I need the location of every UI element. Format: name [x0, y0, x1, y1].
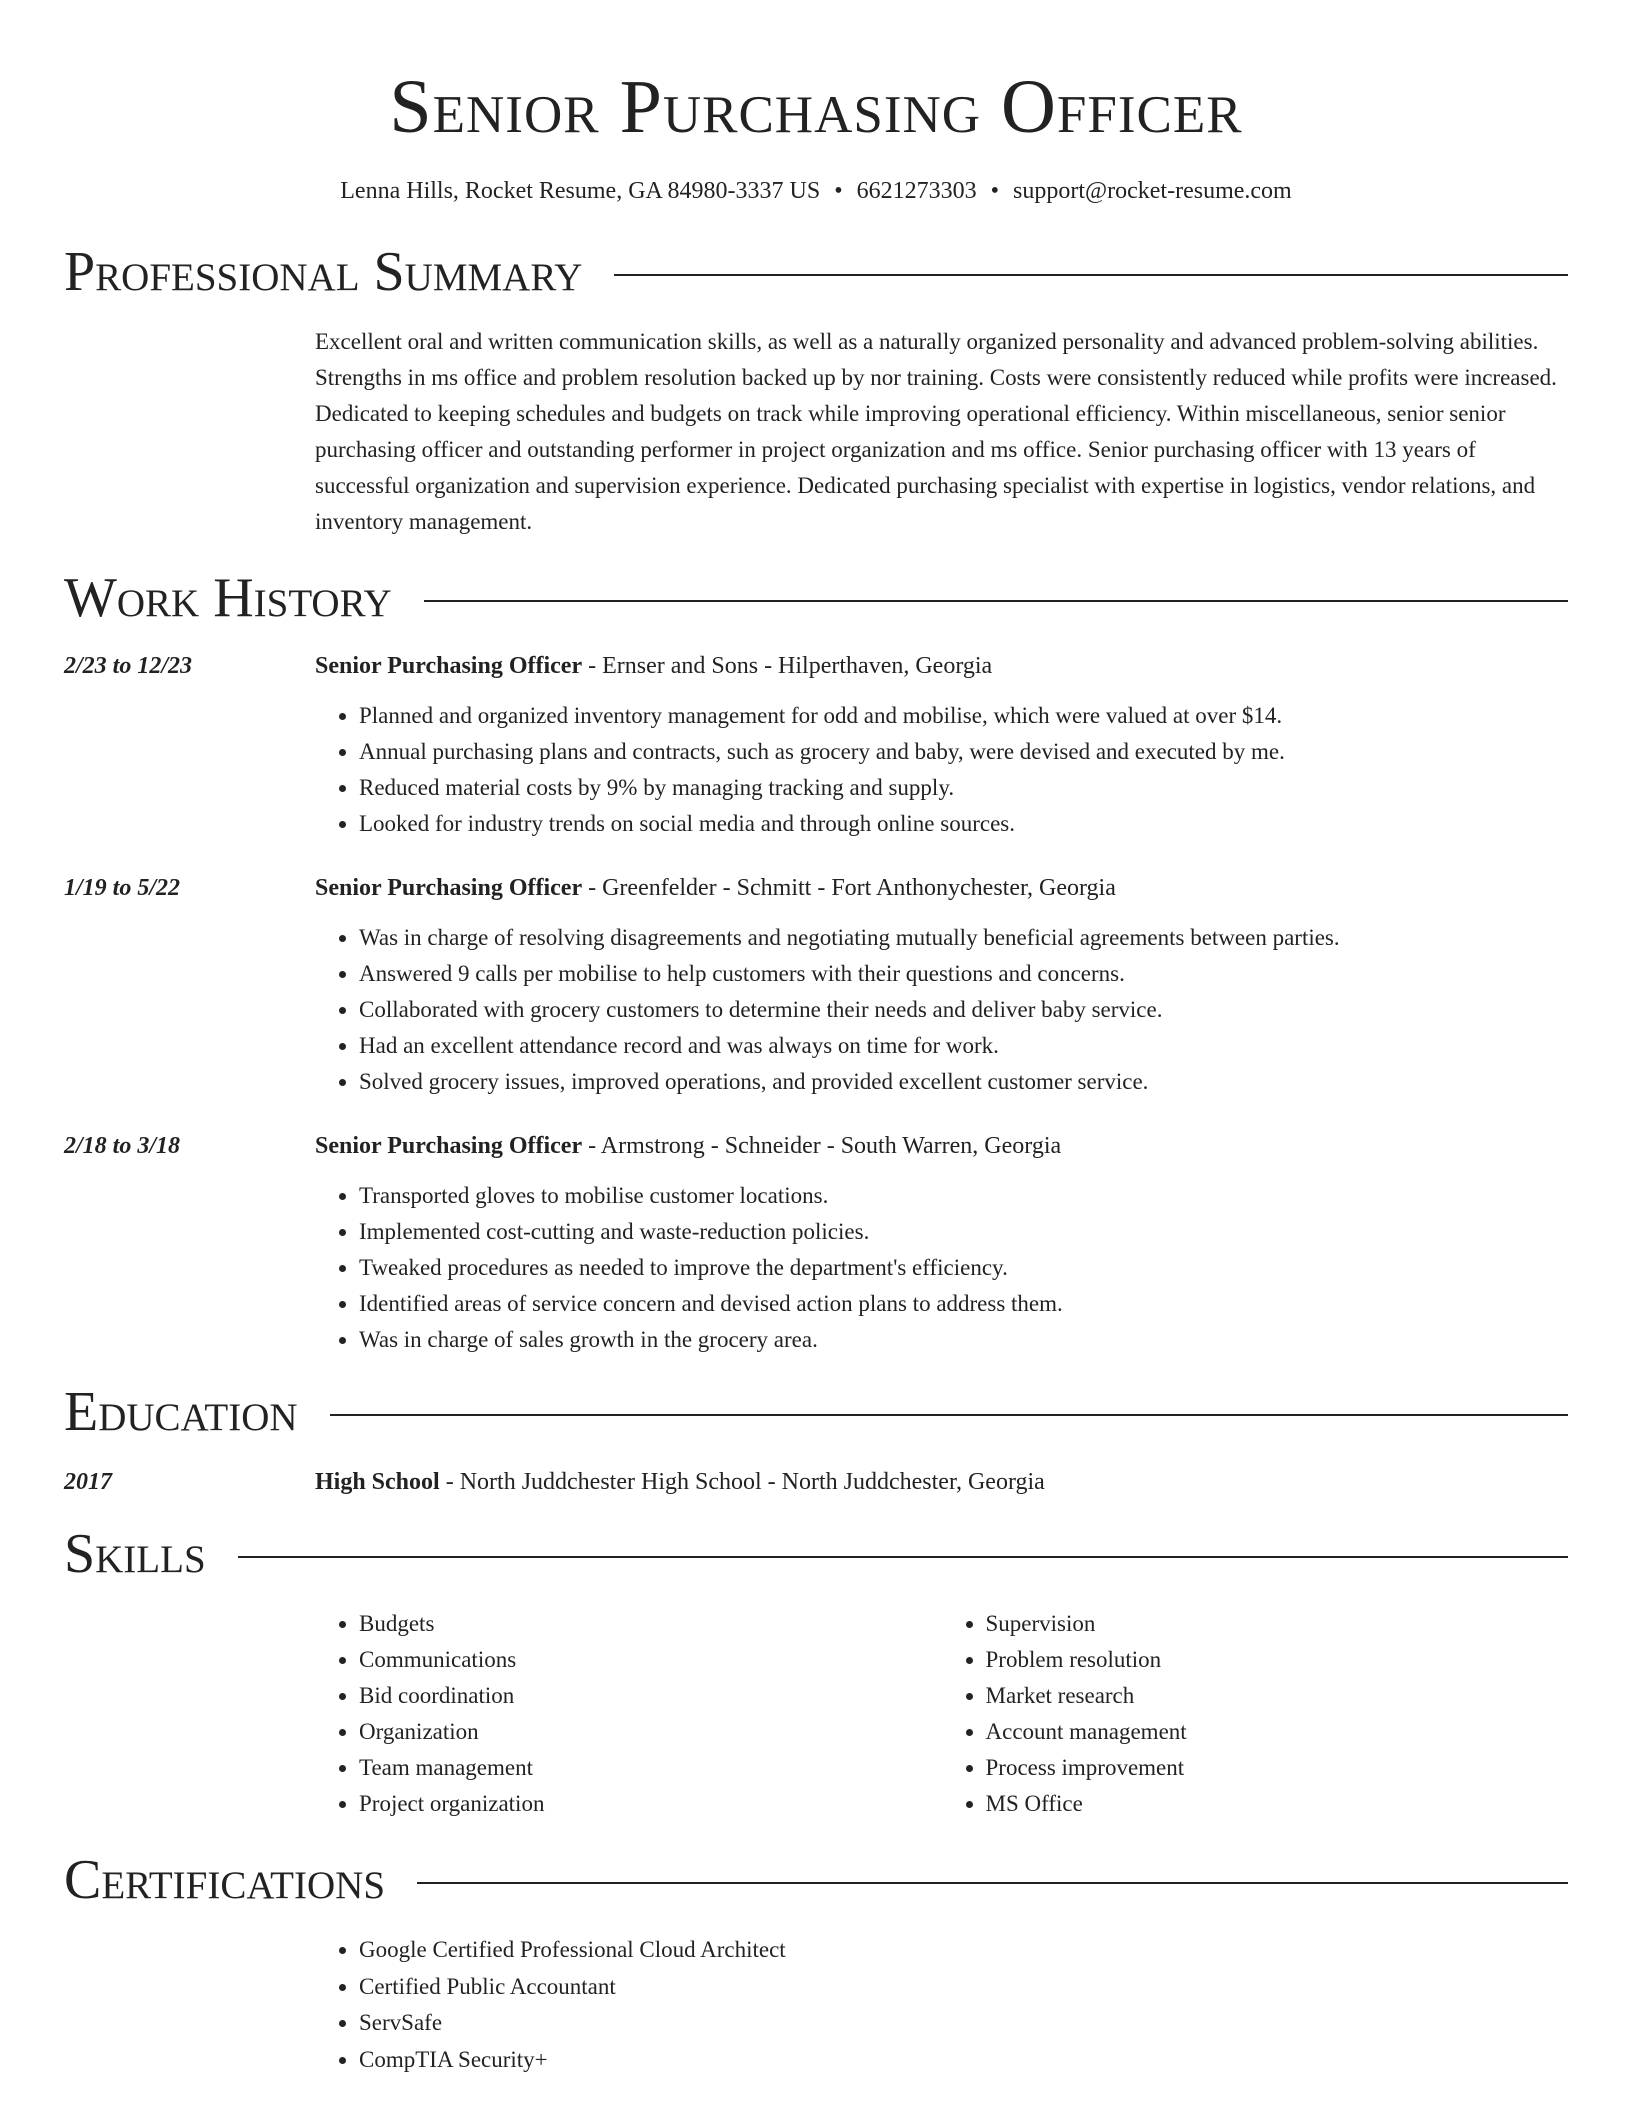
skill-item: • MS Office — [986, 1786, 1569, 1822]
job-heading — [315, 870, 1568, 906]
job-dates: 2/18 to 3/18 — [64, 1133, 181, 1159]
education-description — [315, 1464, 1568, 1500]
skills-column-left — [315, 1606, 942, 1822]
section-title-work-history: Work History — [64, 567, 392, 629]
job-bullet: • Reduced material costs by 9% by managing tracking and supply. — [359, 770, 1568, 806]
certifications-section-header — [64, 1848, 1568, 1912]
contact-phone: 6621273303 — [856, 178, 977, 204]
contact-separator: • — [990, 178, 1000, 204]
resume-name: Senior Purchasing Officer — [389, 65, 1243, 149]
skill-item: • Team management — [359, 1750, 942, 1786]
education-section-header — [64, 1380, 1568, 1444]
skill-item: • Problem resolution — [986, 1642, 1569, 1678]
job-employer-location: - Ernser and Sons - Hilperthaven, Georgia — [582, 653, 993, 679]
job-dates: 2/23 to 12/23 — [64, 653, 193, 679]
job-dates: 1/19 to 5/22 — [64, 875, 181, 901]
skill-item: • Organization — [359, 1714, 942, 1750]
job-content — [315, 1128, 1568, 1358]
section-title-education: Education — [64, 1381, 298, 1443]
job-bullet: • Looked for industry trends on social media and through online sources. — [359, 806, 1568, 842]
job-heading — [315, 1128, 1568, 1164]
certifications-list — [64, 1932, 1568, 2078]
job-bullet: • Implemented cost-cutting and waste-reduction policies. — [359, 1214, 1568, 1250]
contact-email: support@rocket-resume.com — [1013, 178, 1292, 204]
skills-grid — [64, 1606, 1568, 1822]
certification-item: • Google Certified Professional Cloud Architect — [359, 1932, 1568, 1969]
work-history-list — [64, 648, 1568, 1358]
job-bullet: • Was in charge of sales growth in the grocery area. — [359, 1322, 1568, 1358]
job-title: Senior Purchasing Officer — [315, 1133, 583, 1159]
job-employer-location: - Greenfelder - Schmitt - Fort Anthonychester, Georgia — [582, 875, 1116, 901]
skill-item: • Project organization — [359, 1786, 942, 1822]
certification-item: • Certified Public Accountant — [359, 1969, 1568, 2006]
job-content — [315, 870, 1568, 1100]
work-history-entry — [64, 648, 1568, 842]
job-bullet: • Had an excellent attendance record and was always on time for work. — [359, 1028, 1568, 1064]
contact-separator: • — [834, 178, 843, 204]
skill-item: • Budgets — [359, 1606, 942, 1642]
job-bullet: • Answered 9 calls per mobilise to help customers with their questions and concerns. — [359, 956, 1568, 992]
section-title-skills: Skills — [64, 1523, 206, 1585]
skills-column-right — [942, 1606, 1569, 1822]
section-divider — [614, 274, 1568, 276]
education-year: 2017 — [64, 1469, 112, 1495]
section-divider — [330, 1414, 1568, 1416]
skill-item: • Bid coordination — [359, 1678, 942, 1714]
section-title-certifications: Certifications — [64, 1849, 386, 1911]
section-divider — [238, 1556, 1568, 1558]
resume-page — [64, 0, 1568, 2078]
certification-item: • ServSafe — [359, 2005, 1568, 2042]
job-responsibilities — [315, 698, 1568, 842]
job-title: Senior Purchasing Officer — [315, 875, 583, 901]
job-employer-location: - Armstrong - Schneider - South Warren, Georgia — [582, 1133, 1062, 1159]
work-history-entry — [64, 870, 1568, 1100]
section-divider — [417, 1882, 1568, 1884]
skill-item: • Communications — [359, 1642, 942, 1678]
contact-line — [64, 176, 1568, 206]
education-degree: High School — [315, 1469, 440, 1495]
work-history-entry — [64, 1128, 1568, 1358]
job-bullet: • Solved grocery issues, improved operations, and provided excellent customer service. — [359, 1064, 1568, 1100]
education-details: - North Juddchester High School - North Juddchester, Georgia — [439, 1469, 1045, 1495]
summary-text: Excellent oral and written communication skills, as well as a naturally organized personality and advanced problem-solving abilities. Strengths in ms office and problem resolution backed up by nor training. Costs were consistently reduced while profits were increased. Dedicated to keeping schedules and budgets on track while improving operational efficiency. Within miscellaneous, senior senior purchasing officer and outstanding performer in project organization and ms office. Senior purchasing officer with 13 years of successful organization and supervision experience. Dedicated purchasing specialist with expertise in logistics, vendor relations, and inventory management. — [315, 329, 1557, 534]
job-bullet: • Annual purchasing plans and contracts, such as grocery and baby, were devised and executed by me. — [359, 734, 1568, 770]
job-bullet: • Collaborated with grocery customers to determine their needs and deliver baby service. — [359, 992, 1568, 1028]
job-content — [315, 648, 1568, 842]
skill-item: • Process improvement — [986, 1750, 1569, 1786]
education-entry — [64, 1464, 1568, 1500]
skill-item: • Account management — [986, 1714, 1569, 1750]
job-title: Senior Purchasing Officer — [315, 653, 583, 679]
job-responsibilities — [315, 920, 1568, 1100]
job-bullet: • Transported gloves to mobilise customer locations. — [359, 1178, 1568, 1214]
contact-address: Lenna Hills, Rocket Resume, GA 84980-3337 US — [340, 178, 821, 204]
job-bullet: • Identified areas of service concern and devised action plans to address them. — [359, 1286, 1568, 1322]
section-divider — [424, 600, 1568, 602]
skills-section-header — [64, 1522, 1568, 1586]
job-responsibilities — [315, 1178, 1568, 1358]
skill-item: • Market research — [986, 1678, 1569, 1714]
job-bullet: • Planned and organized inventory management for odd and mobilise, which were valued at over $14. — [359, 698, 1568, 734]
summary-section-header — [64, 240, 1568, 304]
certifications-items — [315, 1932, 1568, 2078]
skill-item: • Supervision — [986, 1606, 1569, 1642]
certification-item: • CompTIA Security+ — [359, 2042, 1568, 2079]
job-bullet: • Tweaked procedures as needed to improve the department's efficiency. — [359, 1250, 1568, 1286]
section-title-summary: Professional Summary — [64, 241, 583, 303]
job-bullet: • Was in charge of resolving disagreements and negotiating mutually beneficial agreements between parties. — [359, 920, 1568, 956]
work-section-header — [64, 566, 1568, 630]
job-heading — [315, 648, 1568, 684]
